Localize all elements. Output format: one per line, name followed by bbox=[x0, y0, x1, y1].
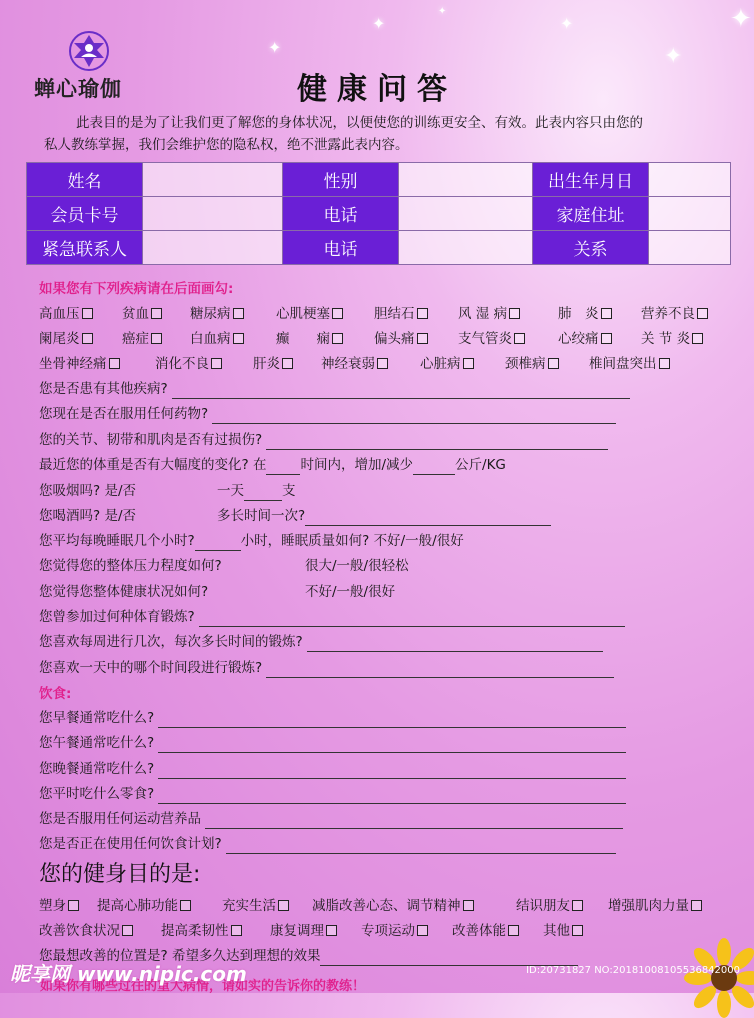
disease-item[interactable]: 癌症 bbox=[122, 329, 162, 349]
answer-line[interactable] bbox=[158, 789, 626, 804]
emergency-phone-field[interactable] bbox=[399, 231, 533, 265]
sparkle-icon: ✦ bbox=[730, 4, 752, 34]
answer-line[interactable] bbox=[305, 511, 551, 526]
checkbox[interactable] bbox=[233, 308, 244, 319]
sparkle-icon: ✦ bbox=[438, 6, 447, 17]
goal-item[interactable]: 结识朋友 bbox=[516, 896, 583, 916]
checkbox[interactable] bbox=[417, 333, 428, 344]
goal-item[interactable]: 塑身 bbox=[39, 896, 79, 916]
brand-name: 蝉心瑜伽 bbox=[34, 76, 122, 101]
page-title: 健康问答 bbox=[297, 72, 457, 107]
goal-item[interactable]: 康复调理 bbox=[270, 921, 337, 941]
answer-line[interactable] bbox=[195, 536, 241, 551]
member-card-label: 会员卡号 bbox=[27, 197, 143, 231]
answer-line[interactable] bbox=[158, 738, 626, 753]
checkbox[interactable] bbox=[417, 308, 428, 319]
question-sleep: 您平均每晚睡眠几个小时? 小时，睡眠质量如何? 不好/一般/很好 bbox=[39, 533, 464, 549]
phone-field[interactable] bbox=[399, 197, 533, 231]
answer-line[interactable] bbox=[226, 839, 616, 854]
goal-item[interactable]: 专项运动 bbox=[361, 921, 428, 941]
disease-item[interactable]: 关 节 炎 bbox=[641, 329, 703, 349]
name-label: 姓名 bbox=[27, 163, 143, 197]
disease-heading: 如果您有下列疾病请在后面画勾: bbox=[39, 281, 234, 297]
member-card-field[interactable] bbox=[143, 197, 283, 231]
checkbox[interactable] bbox=[82, 308, 93, 319]
goal-item[interactable]: 减脂改善心态、调节精神 bbox=[312, 896, 474, 916]
question-smoking: 您吸烟吗? 是/否 一天 支 bbox=[39, 483, 296, 499]
disease-item[interactable]: 颈椎病 bbox=[505, 354, 559, 374]
question-stress: 您觉得您的整体压力程度如何? 很大/一般/很轻松 bbox=[39, 558, 409, 574]
relationship-label: 关系 bbox=[533, 231, 649, 265]
checkbox[interactable] bbox=[417, 925, 428, 936]
diet-snacks: 您平时吃什么零食? bbox=[39, 784, 626, 804]
address-label: 家庭住址 bbox=[533, 197, 649, 231]
intro-line: 此表目的是为了让我们更了解您的身体状况，以便使您的训练更安全、有效。此表内容只由您的 bbox=[76, 115, 643, 131]
phone-label: 电话 bbox=[283, 197, 399, 231]
checkbox[interactable] bbox=[151, 333, 162, 344]
disease-row bbox=[0, 304, 754, 324]
disease-item[interactable]: 糖尿病 bbox=[190, 304, 244, 324]
question-frequency: 您喜欢每周进行几次，每次多长时间的锻炼? bbox=[39, 632, 603, 652]
goals-heading: 您的健身目的是: bbox=[39, 862, 201, 887]
checkbox[interactable] bbox=[211, 358, 222, 369]
answer-line[interactable] bbox=[205, 814, 623, 829]
answer-line[interactable] bbox=[320, 951, 578, 966]
sparkle-icon: ✦ bbox=[268, 38, 282, 57]
watermark-id: ID:20731827 NO:20181008105536842000 bbox=[526, 965, 740, 976]
question-drinking: 您喝酒吗? 是/否 多长时间一次? bbox=[39, 506, 739, 526]
checkbox[interactable] bbox=[463, 900, 474, 911]
disease-item[interactable]: 肝炎 bbox=[253, 354, 293, 374]
intro-line: 私人教练掌握，我们会维护您的隐私权，绝不泄露此表内容。 bbox=[44, 137, 409, 153]
checkbox[interactable] bbox=[697, 308, 708, 319]
checkbox[interactable] bbox=[326, 925, 337, 936]
relationship-field[interactable] bbox=[649, 231, 731, 265]
answer-line[interactable] bbox=[158, 713, 626, 728]
question-time: 您喜欢一天中的哪个时间段进行锻炼? bbox=[39, 658, 614, 678]
disease-item[interactable]: 偏头痛 bbox=[374, 329, 428, 349]
goal-question: 您最想改善的位置是? 希望多久达到理想的效果 bbox=[39, 946, 578, 966]
disease-item[interactable]: 神经衰弱 bbox=[321, 354, 388, 374]
checkbox[interactable] bbox=[278, 900, 289, 911]
birthdate-field[interactable] bbox=[649, 163, 731, 197]
table-row bbox=[27, 231, 731, 265]
diet-dinner: 您晚餐通常吃什么? bbox=[39, 759, 626, 779]
diet-heading: 饮食: bbox=[39, 686, 72, 702]
disease-item[interactable]: 胆结石 bbox=[374, 304, 428, 324]
answer-line[interactable] bbox=[266, 435, 608, 450]
checkbox[interactable] bbox=[508, 925, 519, 936]
answer-line[interactable] bbox=[172, 384, 630, 399]
name-field[interactable] bbox=[143, 163, 283, 197]
checkbox[interactable] bbox=[601, 308, 612, 319]
question-sports: 您曾参加过何种体育锻炼? bbox=[39, 607, 625, 627]
sparkle-icon: ✦ bbox=[372, 14, 386, 33]
checkbox[interactable] bbox=[231, 925, 242, 936]
checkbox[interactable] bbox=[692, 333, 703, 344]
answer-line[interactable] bbox=[212, 409, 616, 424]
disease-item[interactable]: 贫血 bbox=[122, 304, 162, 324]
question-weight-change: 最近您的体重是否有大幅度的变化? 在 时间内，增加/减少 公斤/KG bbox=[39, 457, 506, 473]
disease-item[interactable]: 风 湿 病 bbox=[458, 304, 520, 324]
answer-line[interactable] bbox=[244, 486, 282, 501]
disease-item[interactable]: 高血压 bbox=[39, 304, 93, 324]
disease-row bbox=[0, 329, 754, 349]
diet-lunch: 您午餐通常吃什么? bbox=[39, 733, 626, 753]
answer-line[interactable] bbox=[413, 460, 455, 475]
goal-row bbox=[0, 896, 754, 916]
checkbox[interactable] bbox=[282, 358, 293, 369]
answer-line[interactable] bbox=[199, 612, 625, 627]
disease-item[interactable]: 阑尾炎 bbox=[39, 329, 93, 349]
diet-supplements: 您是否服用任何运动营养品 bbox=[39, 809, 623, 829]
goal-item[interactable]: 提高柔韧性 bbox=[161, 921, 242, 941]
table-row bbox=[27, 163, 731, 197]
checkbox[interactable] bbox=[463, 358, 474, 369]
address-field[interactable] bbox=[649, 197, 731, 231]
checkbox[interactable] bbox=[691, 900, 702, 911]
question-other-diseases: 您是否患有其他疾病? bbox=[39, 379, 630, 399]
disease-item[interactable]: 肺 炎 bbox=[558, 304, 612, 324]
goal-item[interactable]: 提高心肺功能 bbox=[97, 896, 191, 916]
watermark-site: 昵享网 www.nipic.com bbox=[10, 962, 247, 986]
checkbox[interactable] bbox=[122, 925, 133, 936]
sparkle-icon: ✦ bbox=[560, 14, 574, 33]
disease-item[interactable]: 支气管炎 bbox=[458, 329, 525, 349]
birthdate-label: 出生年月日 bbox=[533, 163, 649, 197]
checkbox[interactable] bbox=[332, 333, 343, 344]
checkbox[interactable] bbox=[377, 358, 388, 369]
checkbox[interactable] bbox=[332, 308, 343, 319]
goal-row bbox=[0, 921, 754, 941]
footer-note: 如果你有哪些过往的重大病情，请如实的告诉你的教练！ bbox=[40, 979, 366, 994]
question-health: 您觉得您整体健康状况如何? 不好/一般/很好 bbox=[39, 584, 396, 600]
diet-plan: 您是否正在使用任何饮食计划? bbox=[39, 834, 616, 854]
sparkle-icon: ✦ bbox=[664, 44, 683, 69]
goal-item[interactable]: 改善饮食状况 bbox=[39, 921, 133, 941]
question-injury: 您的关节、韧带和肌肉是否有过损伤? bbox=[39, 430, 608, 450]
goal-item[interactable]: 改善体能 bbox=[452, 921, 519, 941]
checkbox[interactable] bbox=[572, 900, 583, 911]
disease-row bbox=[0, 354, 754, 374]
emergency-phone-label: 电话 bbox=[283, 231, 399, 265]
table-row bbox=[27, 197, 731, 231]
gender-field[interactable] bbox=[399, 163, 533, 197]
checkbox[interactable] bbox=[572, 925, 583, 936]
disease-item[interactable]: 癫 痫 bbox=[276, 329, 343, 349]
disease-item[interactable]: 白血病 bbox=[190, 329, 244, 349]
checkbox[interactable] bbox=[601, 333, 612, 344]
disease-item[interactable]: 消化不良 bbox=[155, 354, 222, 374]
checkbox[interactable] bbox=[548, 358, 559, 369]
disease-item[interactable]: 营养不良 bbox=[641, 304, 708, 324]
personal-info-table bbox=[26, 162, 731, 265]
goal-item[interactable]: 增强肌肉力量 bbox=[608, 896, 702, 916]
checkbox[interactable] bbox=[514, 333, 525, 344]
answer-line[interactable] bbox=[158, 764, 626, 779]
gender-label: 性别 bbox=[283, 163, 399, 197]
sunflower-icon bbox=[684, 938, 754, 1018]
disease-item[interactable]: 坐骨神经痛 bbox=[39, 354, 120, 374]
checkbox[interactable] bbox=[659, 358, 670, 369]
answer-line[interactable] bbox=[307, 637, 603, 652]
question-medication: 您现在是否在服用任何药物? bbox=[39, 404, 616, 424]
goal-item[interactable]: 充实生活 bbox=[222, 896, 289, 916]
checkbox[interactable] bbox=[82, 333, 93, 344]
checkbox[interactable] bbox=[68, 900, 79, 911]
checkbox[interactable] bbox=[180, 900, 191, 911]
disease-item[interactable]: 椎间盘突出 bbox=[589, 354, 670, 374]
intro-paragraph bbox=[44, 112, 724, 156]
disease-item[interactable]: 心绞痛 bbox=[558, 329, 612, 349]
checkbox[interactable] bbox=[109, 358, 120, 369]
checkbox[interactable] bbox=[151, 308, 162, 319]
answer-line[interactable] bbox=[266, 460, 300, 475]
diet-breakfast: 您早餐通常吃什么? bbox=[39, 708, 626, 728]
disease-item[interactable]: 心肌梗塞 bbox=[276, 304, 343, 324]
emergency-contact-label: 紧急联系人 bbox=[27, 231, 143, 265]
answer-line[interactable] bbox=[266, 663, 614, 678]
checkbox[interactable] bbox=[509, 308, 520, 319]
emergency-contact-field[interactable] bbox=[143, 231, 283, 265]
checkbox[interactable] bbox=[233, 333, 244, 344]
disease-item[interactable]: 心脏病 bbox=[420, 354, 474, 374]
goal-item[interactable]: 其他 bbox=[543, 921, 583, 941]
